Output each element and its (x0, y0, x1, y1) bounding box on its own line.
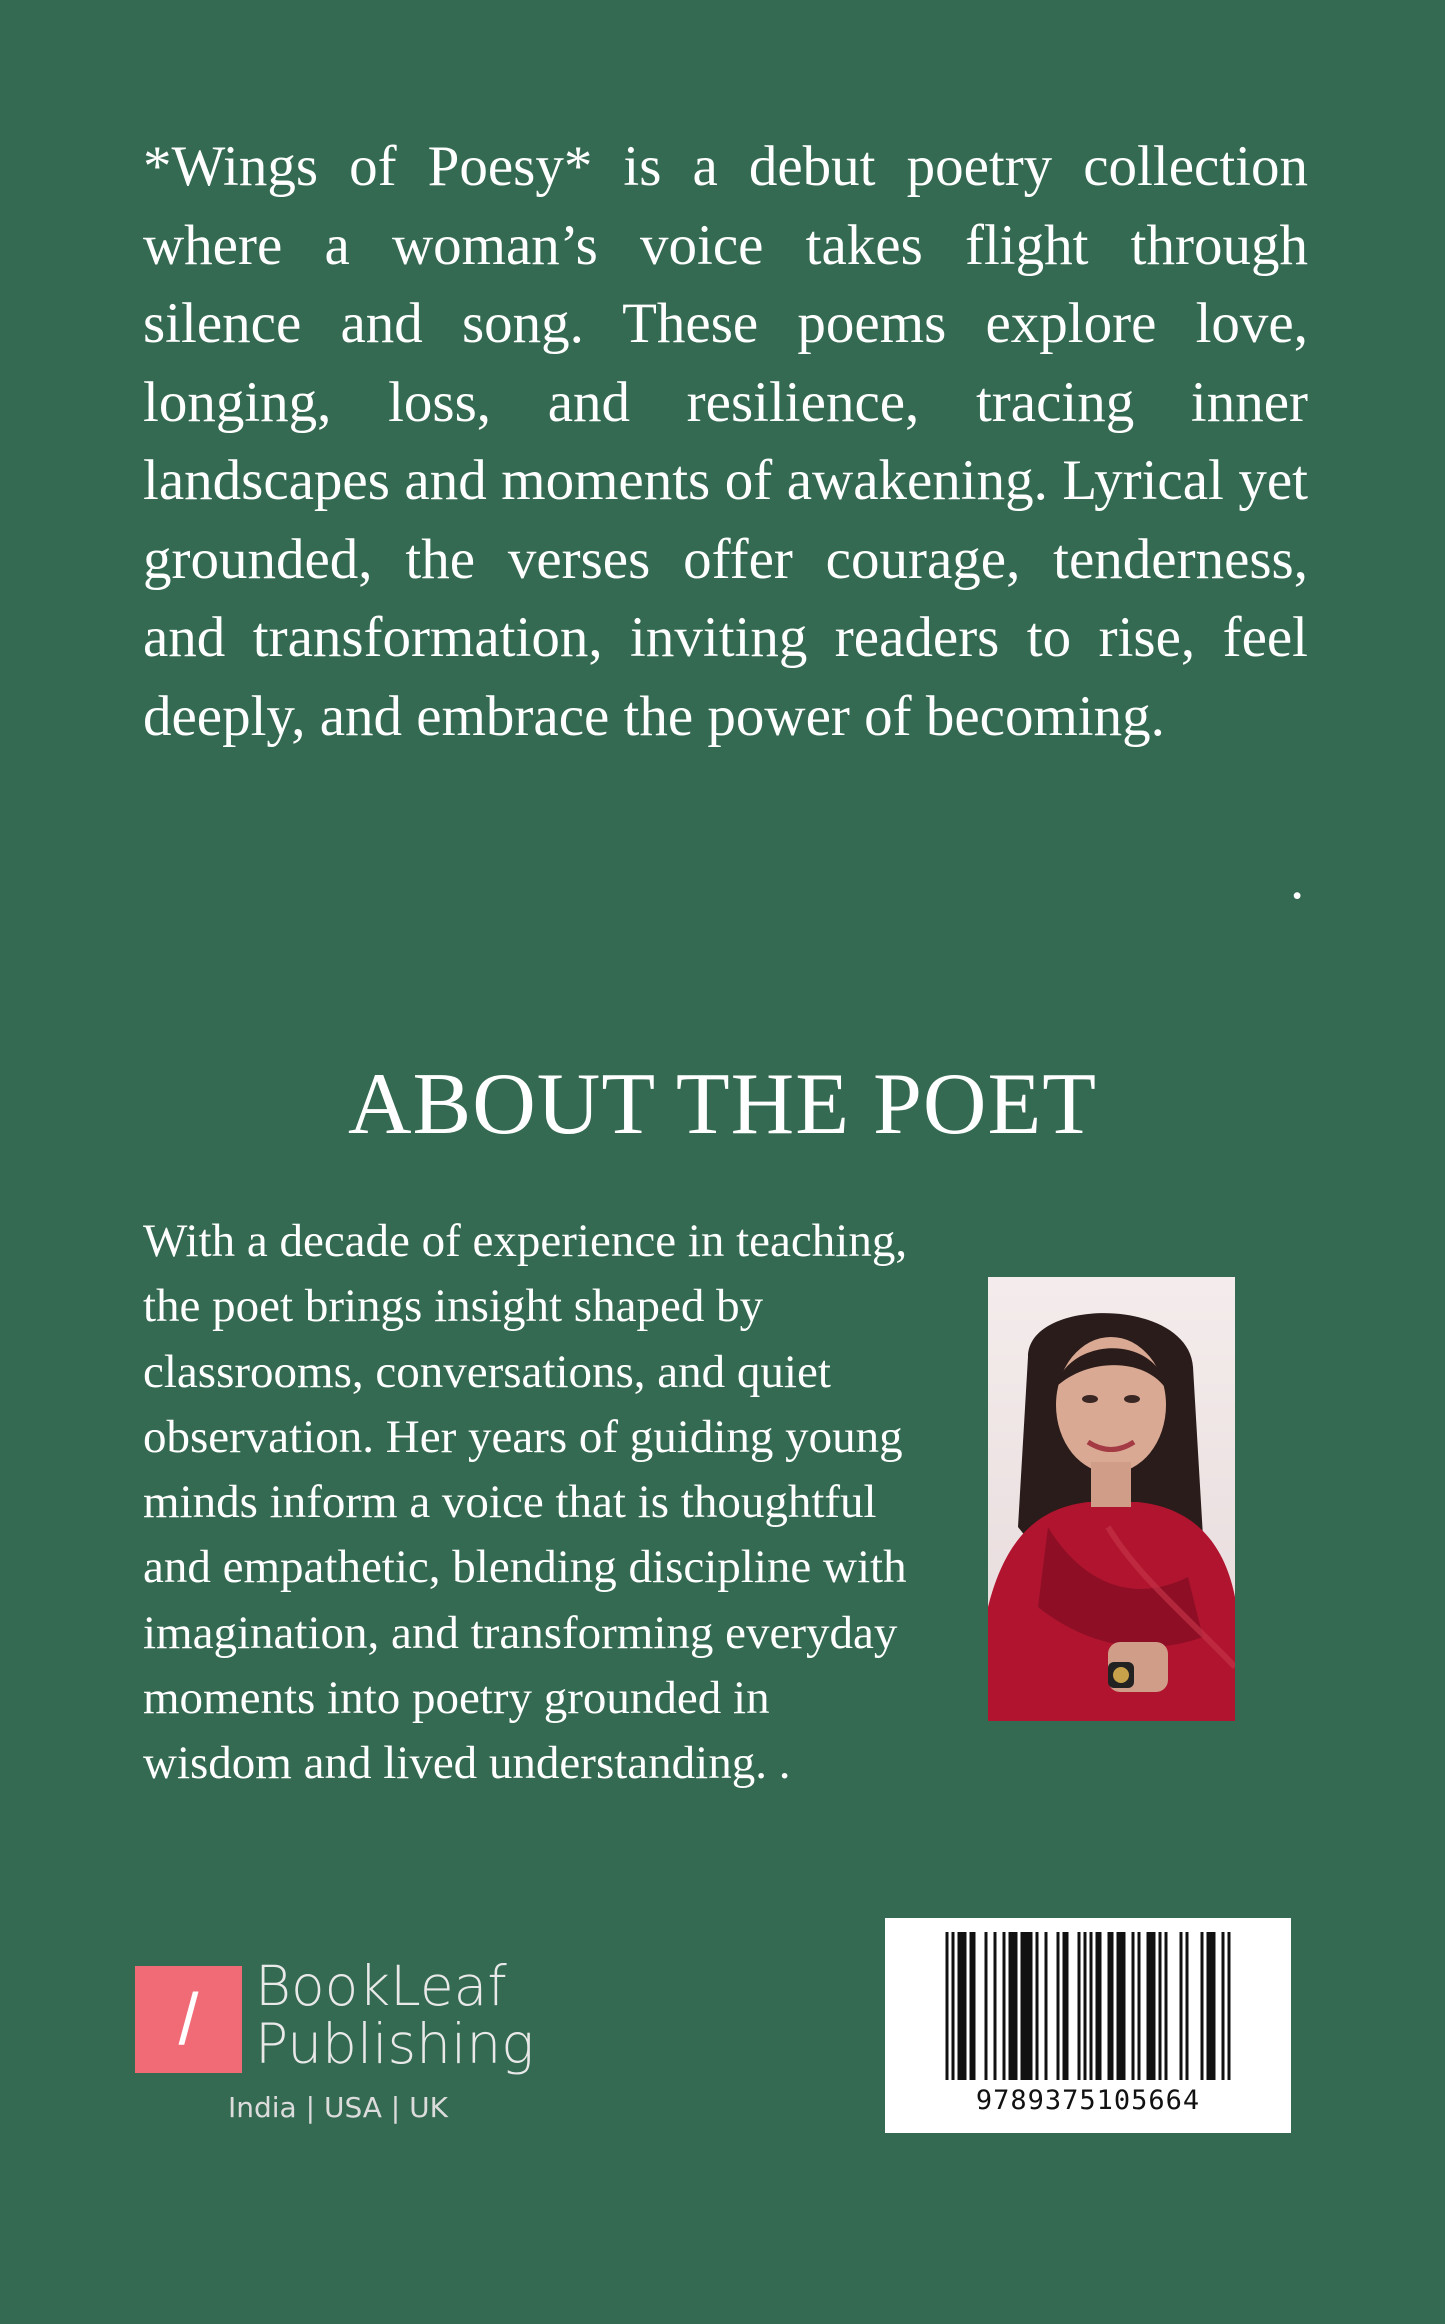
barcode-bar (1003, 1932, 1006, 2080)
publisher-regions: India | USA | UK (228, 2091, 448, 2124)
publisher-name-line1: BookLeaf (255, 1954, 507, 2018)
barcode-bar (1147, 1932, 1150, 2080)
barcode-bar (1201, 1932, 1204, 2080)
slash-logo-icon: / (135, 1966, 242, 2073)
barcode-bar (1180, 1932, 1183, 2080)
barcode-bar (994, 1932, 997, 2080)
barcode-bar (1078, 1932, 1081, 2080)
barcode-bar (985, 1932, 988, 2080)
barcode-bar (1063, 1932, 1066, 2080)
publisher-logo (135, 1954, 535, 2132)
back-cover-blurb: *Wings of Poesy* is a debut poetry collection where a woman’s voice takes flight through silence and song. These poems explore love, longing, loss, and resilience, tracing inner landscapes and moments of awakening. Lyrical yet grounded, the verses offer courage, tenderness, and transformation, inviting readers to rise, feel deeply, and embrace the power of becoming. (143, 135, 1308, 748)
barcode-bar (1228, 1932, 1231, 2080)
barcode-bar (1096, 1932, 1099, 2080)
barcode-bar (1150, 1932, 1153, 2080)
barcode-bar (1132, 1932, 1135, 2080)
barcode-bar (1015, 1932, 1018, 2080)
barcode-bar (1045, 1932, 1048, 2080)
barcode-bar (1057, 1932, 1060, 2080)
barcode-bar (1030, 1932, 1033, 2080)
barcode-bar (1066, 1932, 1069, 2080)
barcode-bar (1111, 1932, 1114, 2080)
barcode-bar (1024, 1932, 1027, 2080)
barcode-bar (1012, 1932, 1015, 2080)
barcode-bar (973, 1932, 976, 2080)
barcode-bar (1117, 1932, 1120, 2080)
barcode-bar (961, 1932, 964, 2080)
barcode-bar (1210, 1932, 1213, 2080)
barcode-bar (1027, 1932, 1030, 2080)
about-poet-heading: ABOUT THE POET (348, 1056, 1097, 1153)
stray-dot: . (1290, 848, 1305, 911)
barcode-bar (1021, 1932, 1024, 2080)
isbn-number: 9789375105664 (975, 2085, 1201, 2116)
barcode-bar (1213, 1932, 1216, 2080)
barcode-bar (1165, 1932, 1168, 2080)
barcode-bar (1036, 1932, 1039, 2080)
barcode-bar (952, 1932, 955, 2080)
barcode-bar (964, 1932, 967, 2080)
barcode-bar (1138, 1932, 1141, 2080)
isbn-barcode (885, 1918, 1291, 2133)
barcode-bars (885, 1918, 1291, 2086)
barcode-bar (1120, 1932, 1123, 2080)
barcode-bar (1222, 1932, 1225, 2080)
barcode-bar (1123, 1932, 1126, 2080)
barcode-bar (1153, 1932, 1156, 2080)
barcode-bar (970, 1932, 973, 2080)
barcode-bar (946, 1932, 949, 2080)
barcode-bar (1207, 1932, 1210, 2080)
poet-bio: With a decade of experience in teaching, the poet brings insight shaped by classrooms, conversations, and quiet observation. Her years of guiding young minds inform a voice that is thoughtful and empathetic, blending discipline with imagination, and transforming everyday moments into poetry grounded in wisdom and lived understanding. . (143, 1215, 908, 1790)
barcode-bar (1009, 1932, 1012, 2080)
barcode-bar (1159, 1932, 1162, 2080)
barcode-bar (1084, 1932, 1087, 2080)
barcode-bar (1099, 1932, 1102, 2080)
barcode-bar (1186, 1932, 1189, 2080)
barcode-bar (958, 1932, 961, 2080)
publisher-name-line2: Publishing (255, 2012, 535, 2076)
poet-photo (988, 1277, 1235, 1721)
barcode-bar (1108, 1932, 1111, 2080)
barcode-bar (1090, 1932, 1093, 2080)
